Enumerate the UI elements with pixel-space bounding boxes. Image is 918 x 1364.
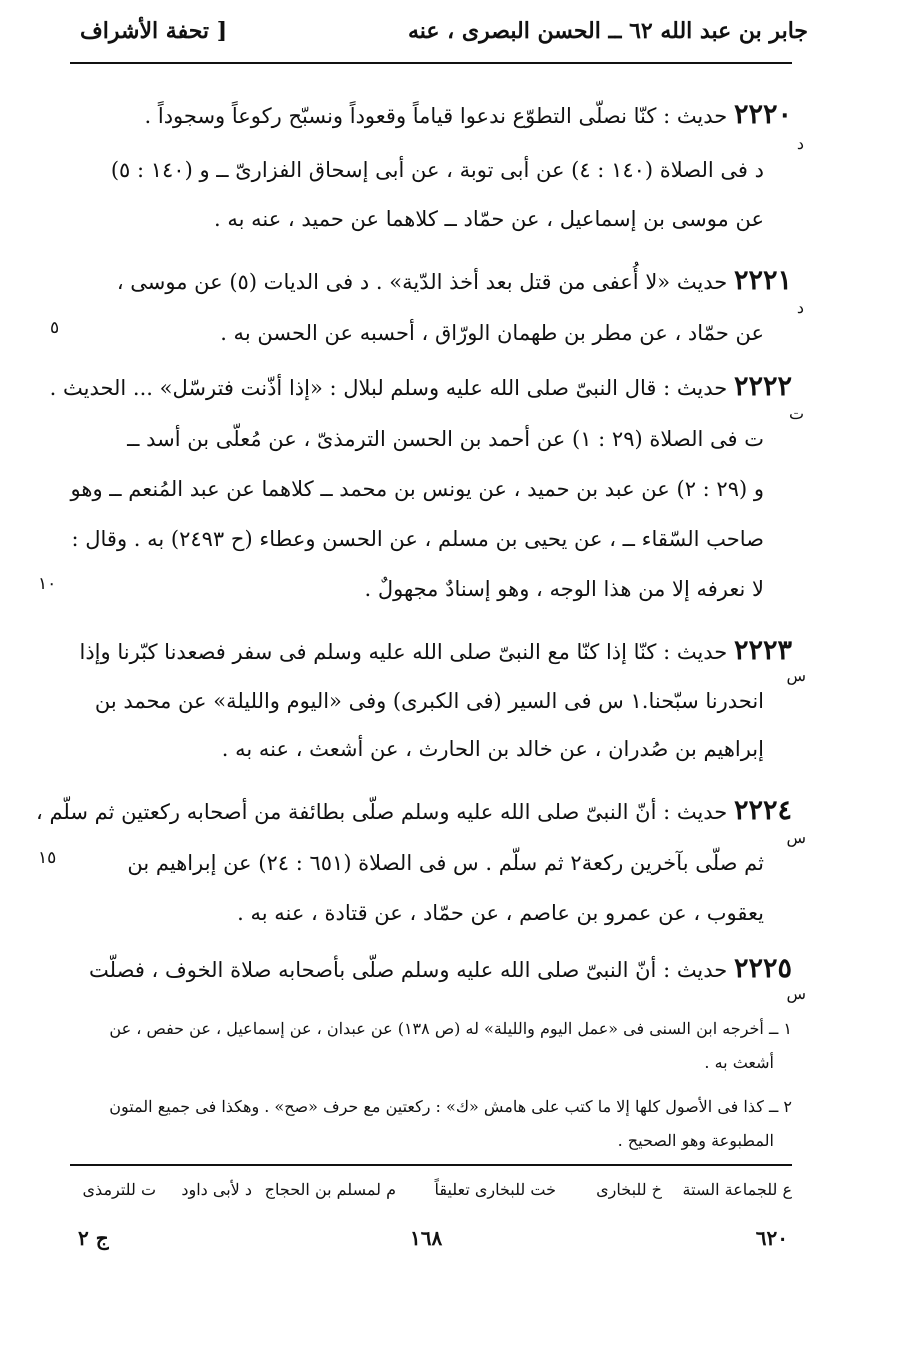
legend-item: ع للجماعة الستة — [682, 1180, 792, 1199]
hadith-line — [70, 636, 792, 666]
collection-siglum: س — [786, 828, 806, 847]
hadith-line: عن حمّاد ، عن مطر بن طهمان الورّاق ، أحسبه عن الحسن به . — [220, 321, 764, 345]
collection-siglum: س — [786, 984, 806, 1003]
hadith-number: ٢٢٢٤ — [733, 795, 792, 826]
hadith-line: لا نعرفه إلا من هذا الوجه ، وهو إسنادٌ مجهولٌ . — [364, 577, 764, 601]
page-number: ١٦٨ — [410, 1226, 443, 1250]
hadith-line: ثم صلّى بآخرين ركعة٢ ثم سلّم . س فى الصلاة (٦٥١ : ٢٤) عن إبراهيم بن — [127, 851, 764, 875]
hadith-number: ٢٢٢٢ — [733, 371, 792, 402]
running-header-title: جابر بن عبد الله ٦٢ ــ الحسن البصرى ، عنه — [407, 18, 808, 44]
hadith-text: حديث : قال النبىّ صلى الله عليه وسلم لبلال : «إذا أذّنت فترسّل» ... الحديث . — [49, 376, 728, 400]
hadith-line — [35, 795, 792, 826]
hadith-line: انحدرنا سبّحنا.١ س فى السير (فى الكبرى) وفى «اليوم والليلة» عن محمد بن — [94, 689, 764, 713]
collection-siglum: د — [796, 298, 804, 317]
hadith-number: ٢٢٢٣ — [733, 635, 792, 666]
footnote-line: المطبوعة وهو الصحيح . — [617, 1131, 774, 1150]
footer-rule — [70, 1164, 792, 1166]
hadith-text: حديث : أنّ النبىّ صلى الله عليه وسلم صلّى بطائفة من أصحابه ركعتين ثم سلّم ، — [35, 800, 728, 824]
running-header-book: [ تحفة الأشراف — [80, 18, 228, 44]
hadith-text: حديث : كنّا إذا كنّا مع النبىّ صلى الله عليه وسلم فى سفر فصعدنا كبّرنا وإذا — [79, 640, 728, 664]
hadith-number: ٢٢٢٥ — [733, 953, 792, 984]
hadith-line: د فى الصلاة (١٤٠ : ٤) عن أبى توبة ، عن أبى إسحاق الفزارىّ ــ و (١٤٠ : ٥) — [110, 158, 764, 182]
legend-item: د لأبى داود — [181, 1180, 252, 1199]
hadith-number: ٢٢٢١ — [733, 265, 792, 296]
hadith-number: ٢٢٢٠ — [733, 99, 792, 130]
legend-item: م لمسلم بن الحجاج — [264, 1180, 396, 1199]
legend-item: ت للترمذى — [82, 1180, 156, 1199]
line-number-margin: ١٥ — [38, 848, 57, 868]
hadith-text: حديث : كنّا نصلّى التطوّع ندعوا قياماً وقعوداً ونسبّح ركوعاً وسجوداً . — [144, 104, 728, 128]
hadith-line: يعقوب ، عن عمرو بن عاصم ، عن حمّاد ، عن قتادة ، عنه به . — [237, 901, 764, 925]
volume-number: ج ٢ — [78, 1226, 109, 1250]
footnote-line: ٢ ــ كذا فى الأصول كلها إلا ما كتب على هامش «ك» : ركعتين مع حرف «صح» . وهكذا فى جميع المتون — [109, 1097, 792, 1116]
hadith-text: حديث : أنّ النبىّ صلى الله عليه وسلم صلّى بأصحابه صلاة الخوف ، فصلّت — [89, 958, 728, 982]
hadith-line: ت فى الصلاة (٢٩ : ١) عن أحمد بن الحسن الترمذىّ ، عن مُعلّى بن أسد ــ — [127, 427, 764, 451]
hadith-line: و (٢٩ : ٢) عن عبد بن حميد ، عن يونس بن محمد ــ كلاهما عن عبد المُنعم ــ وهو — [70, 477, 764, 501]
hadith-line — [70, 266, 792, 296]
entry-range-number: ٦٢٠ — [755, 1226, 788, 1250]
legend-item: خت للبخارى تعليقاً — [434, 1180, 556, 1199]
footnote-line: أشعث به . — [704, 1053, 774, 1072]
header-rule — [70, 62, 792, 64]
line-number-margin: ٥ — [50, 318, 60, 338]
legend-item: خ للبخارى — [596, 1180, 662, 1199]
hadith-line: صاحب السّقاء ــ ، عن يحيى بن مسلم ، عن الحسن وعطاء (ح ٢٤٩٣) به . وقال : — [71, 527, 764, 551]
footnote-line: ١ ــ أخرجه ابن السنى فى «عمل اليوم والليلة» له (ص ١٣٨) عن عبدان ، عن إسماعيل ، عن حفص ، عن — [109, 1019, 792, 1038]
collection-siglum: ت — [788, 404, 804, 423]
hadith-line — [70, 954, 792, 984]
hadith-line: عن موسى بن إسماعيل ، عن حمّاد ــ كلاهما عن حميد ، عنه به . — [213, 207, 764, 231]
hadith-line — [49, 371, 792, 402]
hadith-text: حديث «لا أُعفى من قتل بعد أخذ الدّية» . د فى الديات (٥) عن موسى ، — [116, 270, 728, 294]
line-number-margin: ١٠ — [38, 574, 57, 594]
hadith-line — [70, 100, 792, 130]
hadith-line: إبراهيم بن صُدران ، عن خالد بن الحارث ، عن أشعث ، عنه به . — [221, 737, 764, 761]
collection-siglum: د — [796, 134, 804, 153]
collection-siglum: س — [786, 666, 806, 685]
